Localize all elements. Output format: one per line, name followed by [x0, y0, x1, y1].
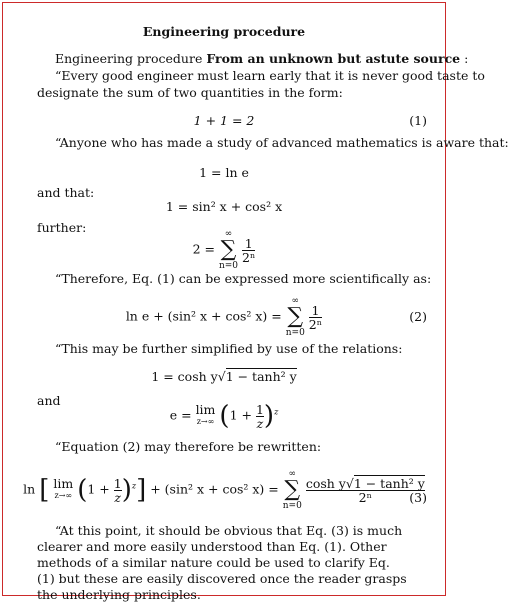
document-page — [2, 2, 509, 602]
document-title: Engineering procedure — [142, 24, 306, 39]
fraction-cosh-over-2n: $\frac{\text{cosh y√1 − tanh² y}}{\text{2ⁿ}}$ — [305, 475, 425, 505]
equation-cosh: 1 = cosh y√1 − tanh² y — [151, 369, 297, 384]
intro-colon: : — [460, 51, 469, 66]
equation-e-limit: e = lim z→∞ (1 + $\frac{1}{z}$ )$^z$ — [169, 401, 279, 431]
limit-operator: lim z→∞ — [53, 476, 74, 500]
further-text: further: — [37, 220, 87, 235]
summation-operator: ∞ ∑ n=0 — [282, 469, 302, 511]
summation-operator: ∞ ∑ n=0 — [285, 296, 305, 338]
fraction-one-over-2n: $\frac{1}{\text{2ⁿ}}$ — [242, 235, 256, 265]
equation-number-2: (2) — [409, 309, 427, 324]
equation-series-sum: 2 = ∞ ∑ n=0 $\frac{1}{\text{2ⁿ}}$ — [192, 229, 256, 271]
paragraph-1a: “Every good engineer must learn early that it is never good taste to — [55, 68, 485, 83]
equation-1: 1 + 1 = 2 — [193, 113, 255, 128]
fraction-one-over-2n: $\frac{1}{\text{2ⁿ}}$ — [308, 302, 323, 332]
equation-ln-e: 1 = ln e — [199, 165, 249, 180]
and-that-text: and that: — [37, 185, 95, 200]
paragraph-4: “This may be further simplified by use of the relations: — [55, 341, 403, 356]
equation-3: ln [ lim z→∞ (1 + $\frac{1}{z}$ )$^z$] + (sin² x + cos² x) = ∞ ∑ n=0 $\frac{\text{cosh y√1 − tanh² y}}{\text{2ⁿ}}$ — [23, 469, 425, 511]
intro-line — [55, 51, 468, 67]
intro-plain: Engineering procedure — [55, 51, 207, 66]
paragraph-3: “Therefore, Eq. (1) can be expressed more scientifically as: — [55, 271, 432, 286]
equation-number-1: (1) — [409, 113, 427, 128]
equation-number-3: (3) — [409, 490, 427, 505]
paragraph-2: “Anyone who has made a study of advanced mathematics is aware that: — [55, 135, 509, 150]
paragraph-5: “Equation (2) may therefore be rewritten: — [55, 439, 322, 454]
summation-operator: ∞ ∑ n=0 — [218, 229, 239, 271]
and-text: and — [37, 393, 61, 408]
paragraph-6: “At this point, it should be obvious that Eq. (3) is much clearer and more easily understood than Eq. (1). Other methods of a similar nature could be used to clarify Eq. (1) but these are easily discovered once the reader grasps the underlying principles. — [37, 523, 407, 602]
limit-operator: lim z→∞ — [195, 402, 216, 426]
equation-2: ln e + (sin² x + cos² x) = ∞ ∑ n=0 $\frac{1}{\text{2ⁿ}}$ — [125, 296, 323, 338]
paragraph-1b: designate the sum of two quantities in the form: — [37, 85, 343, 100]
equation-trig-identity: 1 = sin² x + cos² x — [165, 199, 283, 214]
intro-source: From an unknown but astute source — [206, 51, 461, 66]
